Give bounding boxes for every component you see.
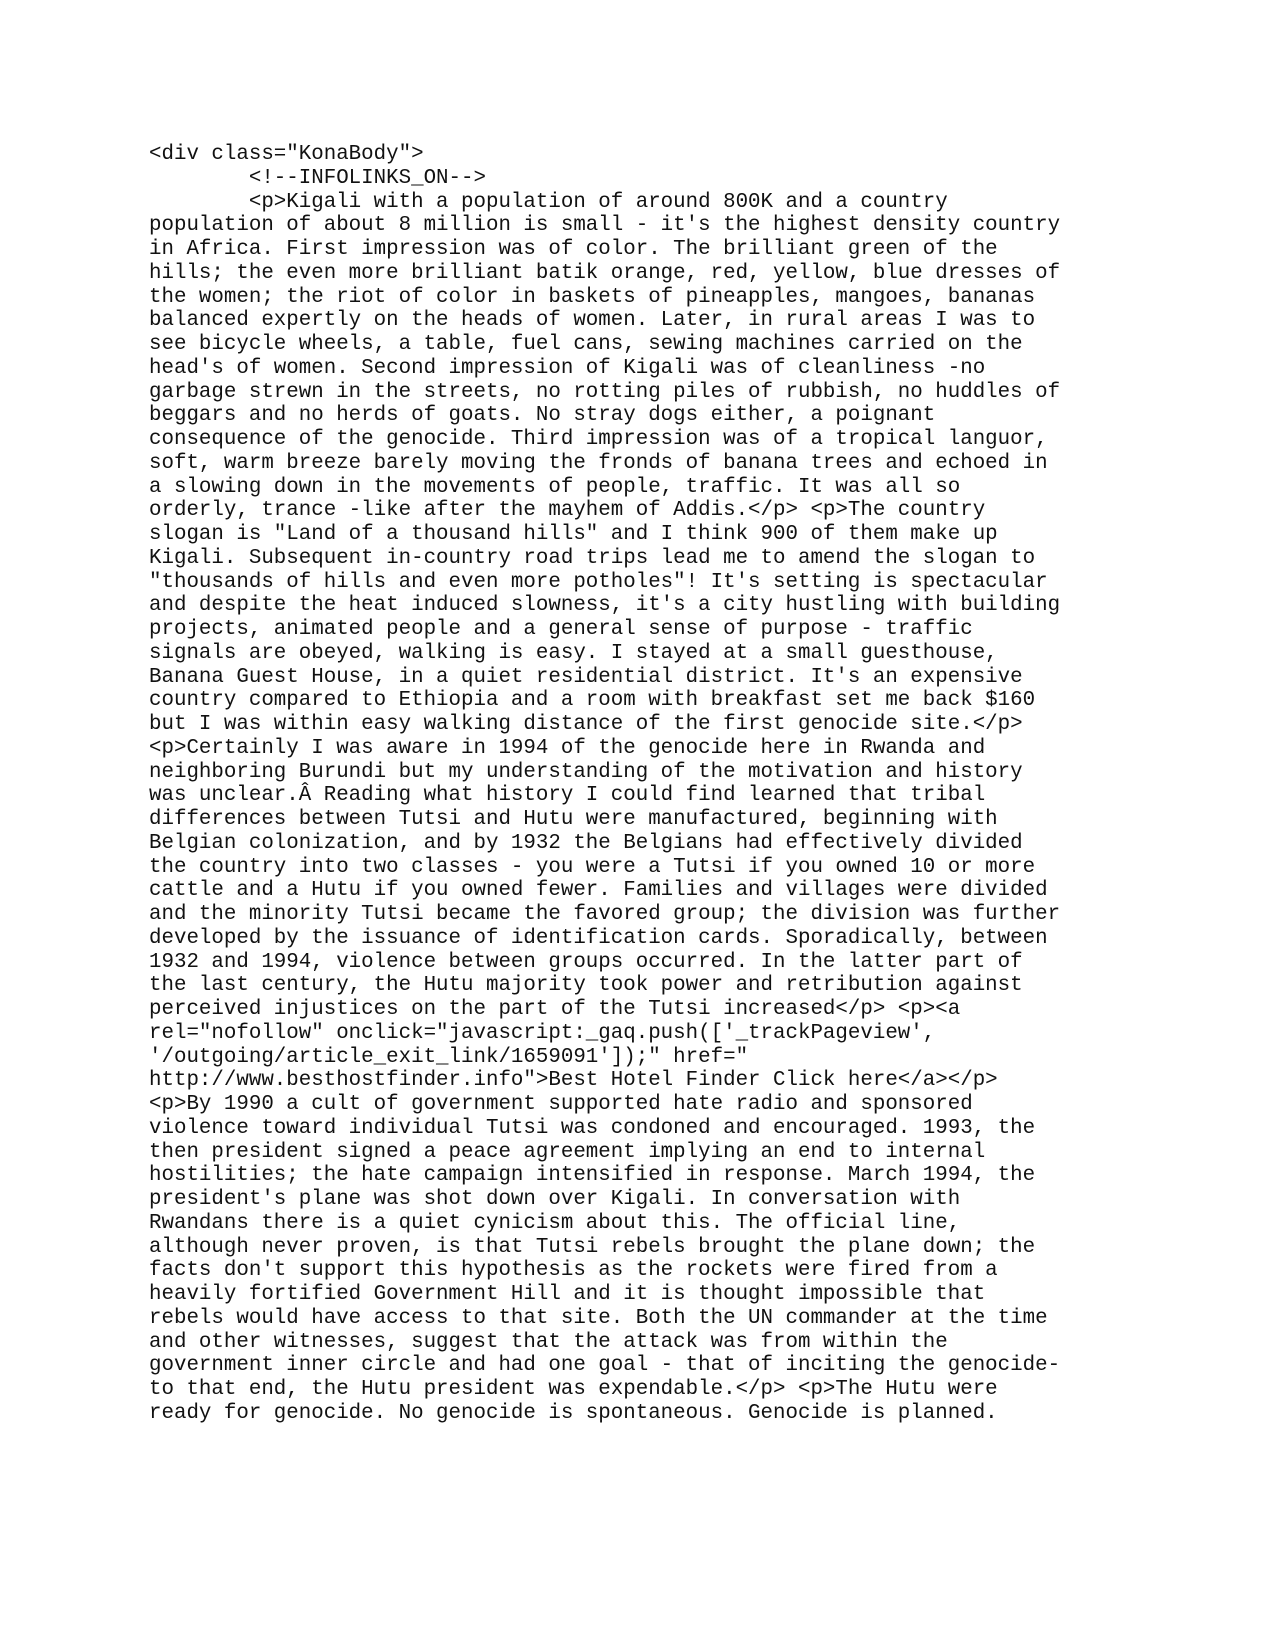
text-line: rebels would have access to that site. Both the UN commander at the time: [149, 1306, 1048, 1330]
text-line: hills; the even more brilliant batik orange, red, yellow, blue dresses of: [149, 261, 1061, 285]
text-line: beggars and no herds of goats. No stray dogs either, a poignant: [149, 404, 936, 428]
text-line: <p>Certainly I was aware in 1994 of the genocide here in Rwanda and: [149, 736, 986, 760]
text-line: Kigali. Subsequent in-country road trips lead me to amend the slogan to: [149, 546, 1036, 570]
text-line: to that end, the Hutu president was expendable.</p> <p>The Hutu were: [149, 1378, 998, 1401]
text-line: but I was within easy walking distance of the first genocide site.</p>: [149, 713, 1023, 736]
text-line: garbage strewn in the streets, no rotting piles of rubbish, no huddles of: [149, 380, 1061, 404]
text-line: in Africa. First impression was of color. The brilliant green of the: [149, 238, 998, 261]
document-text: [149, 143, 1060, 1426]
text-line: and other witnesses, suggest that the attack was from within the: [149, 1330, 948, 1354]
text-line: head's of women. Second impression of Kigali was of cleanliness -no: [149, 356, 986, 380]
text-line: country compared to Ethiopia and a room with breakfast set me back $160: [149, 689, 1036, 713]
text-line: president's plane was shot down over Kigali. In conversation with: [149, 1188, 961, 1211]
text-line: facts don't support this hypothesis as the rockets were fired from a: [149, 1259, 998, 1283]
text-line: differences between Tutsi and Hutu were manufactured, beginning with: [149, 808, 998, 831]
text-line: signals are obeyed, walking is easy. I stayed at a small guesthouse,: [149, 641, 998, 665]
text-line: <p>Kigali with a population of around 800K and a country: [149, 190, 948, 214]
text-line: neighboring Burundi but my understanding of the motivation and history: [149, 760, 1023, 784]
text-line: population of about 8 million is small - it's the highest density country: [149, 214, 1061, 238]
text-line: consequence of the genocide. Third impression was of a tropical languor,: [149, 428, 1048, 451]
text-line: Banana Guest House, in a quiet residential district. It's an expensive: [149, 665, 1023, 689]
text-line: developed by the issuance of identification cards. Sporadically, between: [149, 926, 1048, 950]
text-line: perceived injustices on the part of the Tutsi increased</p> <p><a: [149, 998, 961, 1021]
text-line: rel="nofollow" onclick="javascript:_gaq.push(['_trackPageview',: [149, 1021, 936, 1045]
text-line: government inner circle and had one goal - that of inciting the genocide-: [149, 1354, 1061, 1378]
text-line: 1932 and 1994, violence between groups occurred. In the latter part of: [149, 950, 1023, 974]
text-line: projects, animated people and a general sense of purpose - traffic: [149, 618, 973, 641]
text-line: then president signed a peace agreement implying an end to internal: [149, 1140, 986, 1164]
text-line: and the minority Tutsi became the favored group; the division was further: [149, 903, 1061, 926]
text-line: the country into two classes - you were a Tutsi if you owned 10 or more: [149, 855, 1036, 879]
text-line: see bicycle wheels, a table, fuel cans, sewing machines carried on the: [149, 333, 1023, 356]
text-line: slogan is "Land of a thousand hills" and I think 900 of them make up: [149, 523, 998, 546]
text-line: and despite the heat induced slowness, it's a city hustling with building: [149, 594, 1061, 618]
text-line: cattle and a Hutu if you owned fewer. Families and villages were divided: [149, 879, 1048, 903]
text-line: <p>By 1990 a cult of government supported hate radio and sponsored: [149, 1093, 973, 1116]
text-line: was unclear.Â Reading what history I could find learned that tribal: [149, 784, 986, 808]
text-line: heavily fortified Government Hill and it is thought impossible that: [149, 1283, 986, 1306]
text-line: ready for genocide. No genocide is spontaneous. Genocide is planned.: [149, 1401, 998, 1425]
text-line: '/outgoing/article_exit_link/1659091']);" href=": [149, 1045, 749, 1069]
text-line: balanced expertly on the heads of women. Later, in rural areas I was to: [149, 309, 1036, 333]
text-line: the last century, the Hutu majority took power and retribution against: [149, 974, 1023, 998]
text-line: Belgian colonization, and by 1932 the Belgians had effectively divided: [149, 831, 1023, 855]
text-line: "thousands of hills and even more potholes"! It's setting is spectacular: [149, 570, 1048, 594]
text-line: a slowing down in the movements of people, traffic. It was all so: [149, 475, 961, 499]
text-line: hostilities; the hate campaign intensified in response. March 1994, the: [149, 1164, 1036, 1188]
text-line: <!--INFOLINKS_ON-->: [149, 166, 486, 190]
text-line: http://www.besthostfinder.info">Best Hotel Finder Click here</a></p>: [149, 1069, 998, 1093]
text-line: <div class="KonaBody">: [149, 143, 424, 166]
text-line: orderly, trance -like after the mayhem of Addis.</p> <p>The country: [149, 499, 986, 523]
text-line: soft, warm breeze barely moving the fronds of banana trees and echoed in: [149, 451, 1048, 475]
text-line: Rwandans there is a quiet cynicism about this. The official line,: [149, 1211, 961, 1235]
text-line: the women; the riot of color in baskets of pineapples, mangoes, bananas: [149, 285, 1036, 309]
text-line: although never proven, is that Tutsi rebels brought the plane down; the: [149, 1235, 1036, 1259]
text-line: violence toward individual Tutsi was condoned and encouraged. 1993, the: [149, 1116, 1036, 1140]
